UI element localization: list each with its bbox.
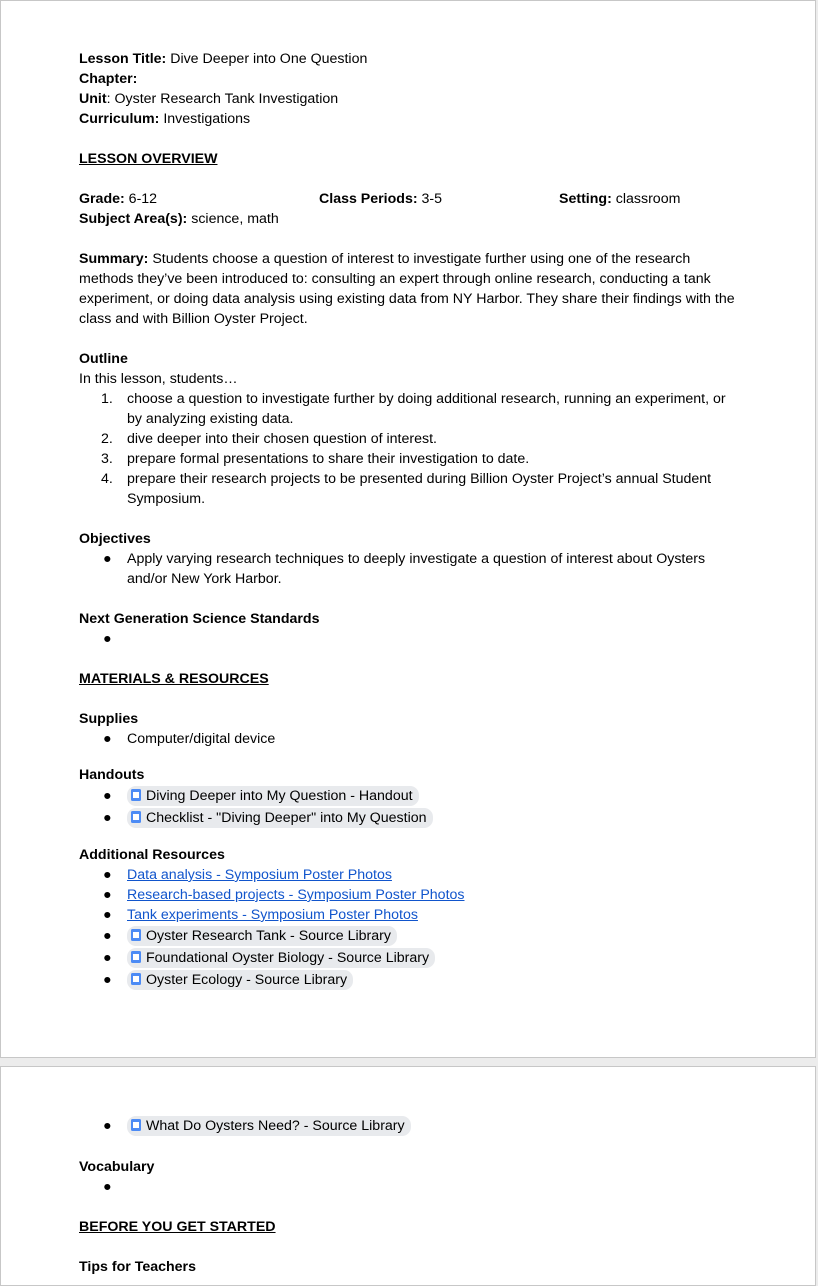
page-1-content — [79, 49, 739, 991]
google-doc-icon — [131, 1119, 141, 1131]
source-library-chip[interactable] — [127, 970, 353, 990]
resource-link-item — [79, 865, 739, 885]
supplies-heading: Supplies — [79, 711, 139, 727]
supply-item — [79, 729, 739, 749]
subject-label: Subject Area(s): — [79, 211, 188, 227]
bullet-icon: ● — [103, 950, 112, 966]
chip-label: Foundational Oyster Biology - Source Library — [146, 950, 430, 966]
chapter-label: Chapter: — [79, 71, 138, 87]
google-doc-icon — [131, 811, 141, 823]
resource-link-item — [79, 885, 739, 905]
outline-item — [79, 389, 739, 429]
list-number: 4. — [101, 471, 113, 487]
additional-resources-list — [79, 865, 739, 991]
additional-resources-heading: Additional Resources — [79, 847, 225, 863]
bullet-icon: ● — [103, 551, 112, 567]
setting-cell — [559, 189, 680, 209]
summary-text: Students choose a question of interest to investigate further using one of the research methods they’ve been introduced to: consulting an expert through online research, conducting a tank experiment, or doing data analysis using existing data from NY Harbor. They share their findings with the class and with Billion Oyster Project. — [79, 251, 735, 327]
outline-list — [79, 389, 739, 509]
supplies-list — [79, 729, 739, 749]
objective-text: Apply varying research techniques to deeply investigate a question of interest about Oysters and/or New York Harbor. — [127, 551, 706, 587]
outline-item-text: choose a question to investigate further by doing additional research, running an experiment, or by analyzing existing data. — [127, 391, 726, 427]
lesson-overview-heading: LESSON OVERVIEW — [79, 151, 218, 167]
curriculum-line — [79, 109, 739, 129]
data-analysis-photos-link[interactable]: Data analysis - Symposium Poster Photos — [127, 867, 392, 883]
bullet-icon: ● — [103, 867, 112, 883]
unit-line — [79, 89, 739, 109]
tips-for-teachers-heading: Tips for Teachers — [79, 1259, 196, 1275]
setting-value: classroom — [611, 191, 681, 207]
outline-item-text: dive deeper into their chosen question of interest. — [127, 431, 437, 447]
google-doc-icon — [131, 789, 141, 801]
handout-doc-chip[interactable] — [127, 786, 419, 806]
google-doc-icon — [131, 929, 141, 941]
unit-value: : Oyster Research Tank Investigation — [106, 91, 339, 107]
resource-chip-item — [79, 1115, 739, 1137]
source-library-chip[interactable] — [127, 948, 435, 968]
lesson-title-label: Lesson Title: — [79, 51, 167, 67]
google-doc-icon — [131, 973, 141, 985]
google-doc-icon — [131, 951, 141, 963]
objectives-list — [79, 549, 739, 589]
vocabulary-list — [79, 1177, 739, 1197]
bullet-icon: ● — [103, 887, 112, 903]
handout-item — [79, 807, 739, 829]
list-number: 1. — [101, 391, 113, 407]
outline-item — [79, 449, 739, 469]
grade-periods-setting-row — [79, 189, 739, 209]
chip-label: Oyster Research Tank - Source Library — [146, 928, 391, 944]
resource-link-item — [79, 905, 739, 925]
chapter-line — [79, 69, 739, 89]
outline-item-text: prepare formal presentations to share their investigation to date. — [127, 451, 530, 467]
outline-item — [79, 469, 739, 509]
vocabulary-heading: Vocabulary — [79, 1159, 155, 1175]
bullet-icon: ● — [103, 1118, 112, 1134]
tank-experiments-photos-link[interactable]: Tank experiments - Symposium Poster Photos — [127, 907, 418, 923]
lesson-title-line — [79, 49, 739, 69]
outline-item-text: prepare their research projects to be presented during Billion Oyster Project’s annual Student Symposium. — [127, 471, 712, 507]
bullet-icon: ● — [103, 972, 112, 988]
class-periods-label: Class Periods: — [319, 191, 418, 207]
handout-item — [79, 785, 739, 807]
source-library-chip[interactable] — [127, 926, 397, 946]
chip-label: What Do Oysters Need? - Source Library — [146, 1118, 405, 1134]
class-periods-value: 3-5 — [417, 191, 443, 207]
bullet-icon: ● — [103, 631, 112, 647]
document-page-2 — [0, 1066, 816, 1286]
outline-item — [79, 429, 739, 449]
chip-label: Oyster Ecology - Source Library — [146, 972, 348, 988]
lesson-title-value: Dive Deeper into One Question — [166, 51, 368, 67]
checklist-doc-chip[interactable] — [127, 808, 433, 828]
vocabulary-item — [79, 1177, 739, 1197]
bullet-icon: ● — [103, 907, 112, 923]
list-number: 3. — [101, 451, 113, 467]
curriculum-value: Investigations — [159, 111, 251, 127]
chip-label: Diving Deeper into My Question - Handout — [146, 788, 413, 804]
research-projects-photos-link[interactable]: Research-based projects - Symposium Poster Photos — [127, 887, 465, 903]
bullet-icon: ● — [103, 788, 112, 804]
subject-line — [79, 209, 739, 229]
before-you-get-started-heading: BEFORE YOU GET STARTED — [79, 1219, 276, 1235]
handouts-list — [79, 785, 739, 829]
subject-value: science, math — [187, 211, 279, 227]
objective-item — [79, 549, 739, 589]
outline-heading: Outline — [79, 351, 128, 367]
page-2-content — [79, 1115, 739, 1277]
supply-text: Computer/digital device — [127, 731, 276, 747]
bullet-icon: ● — [103, 928, 112, 944]
curriculum-label: Curriculum: — [79, 111, 160, 127]
ngss-heading: Next Generation Science Standards — [79, 611, 320, 627]
ngss-item — [79, 629, 739, 649]
grade-label: Grade: — [79, 191, 125, 207]
bullet-icon: ● — [103, 1179, 112, 1195]
outline-intro: In this lesson, students… — [79, 371, 238, 387]
class-periods-cell — [319, 189, 442, 209]
source-library-chip[interactable] — [127, 1116, 411, 1136]
handouts-heading: Handouts — [79, 767, 145, 783]
objectives-heading: Objectives — [79, 531, 151, 547]
summary-paragraph — [79, 249, 739, 329]
setting-label: Setting: — [559, 191, 612, 207]
grade-value: 6-12 — [124, 191, 158, 207]
grade-cell — [79, 189, 157, 209]
summary-label: Summary: — [79, 251, 149, 267]
bullet-icon: ● — [103, 731, 112, 747]
resource-chip-item — [79, 947, 739, 969]
unit-label: Unit — [79, 91, 107, 107]
list-number: 2. — [101, 431, 113, 447]
materials-resources-heading: MATERIALS & RESOURCES — [79, 671, 269, 687]
ngss-list — [79, 629, 739, 649]
additional-resources-list-continued — [79, 1115, 739, 1137]
chip-label: Checklist - "Diving Deeper" into My Question — [146, 810, 427, 826]
resource-chip-item — [79, 969, 739, 991]
bullet-icon: ● — [103, 810, 112, 826]
resource-chip-item — [79, 925, 739, 947]
